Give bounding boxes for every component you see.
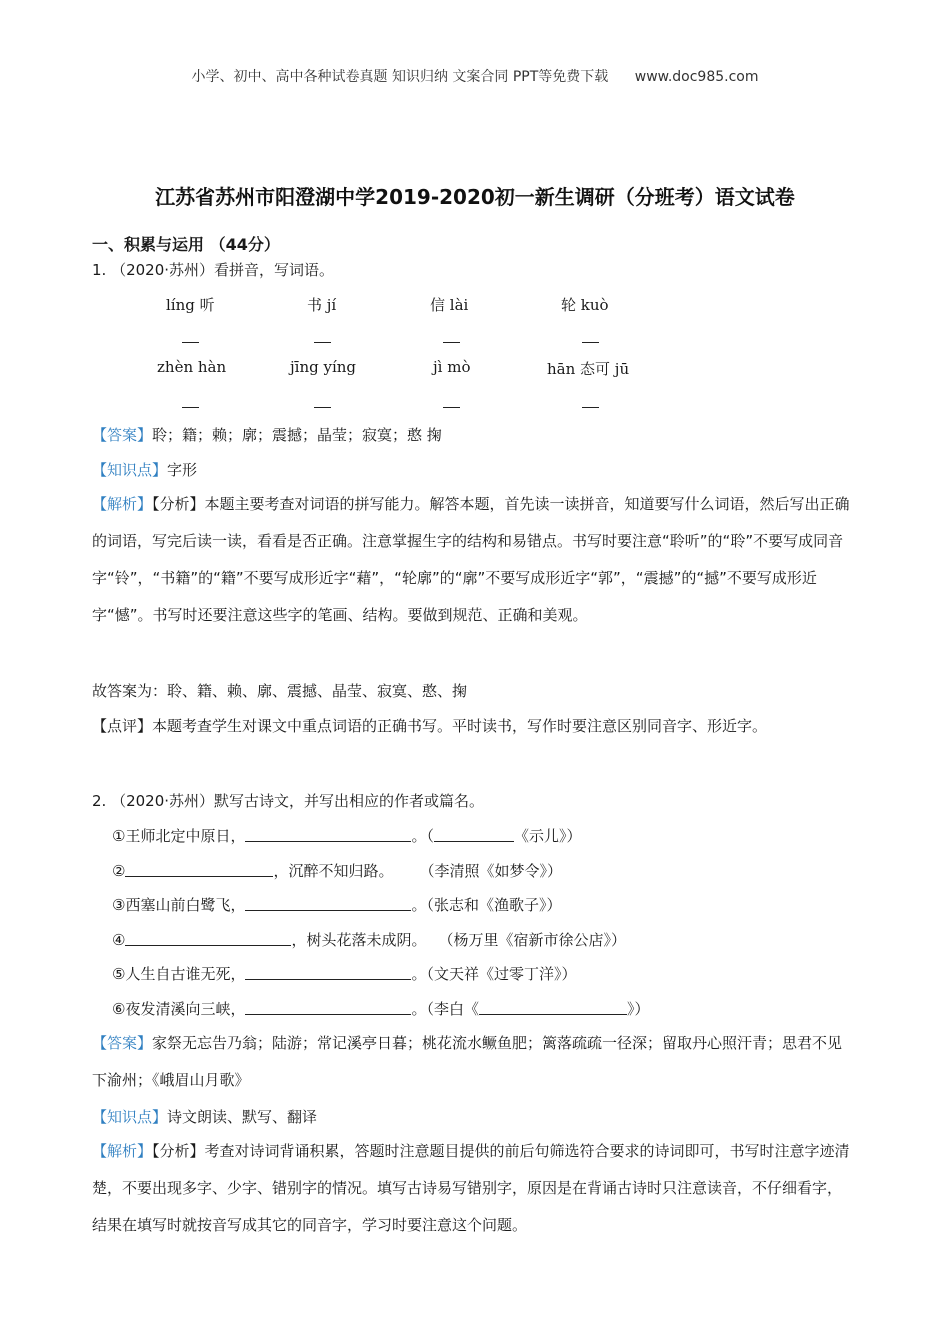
question-1-knowledge-point	[92, 459, 197, 480]
question-1-stem: 1. （2020·苏州）看拼音，写词语。	[92, 261, 335, 279]
answer-blank[interactable]	[125, 862, 273, 877]
answer-blank[interactable]	[182, 342, 199, 343]
section-heading: 一、积累与运用 （44分）	[92, 235, 280, 254]
knowledge-text: 字形	[167, 461, 198, 479]
knowledge-tag: 【知识点】	[92, 461, 168, 479]
pinyin-item: 信 lài	[430, 296, 469, 314]
pinyin-item: zhèn hàn	[157, 358, 227, 376]
question-1-answer	[92, 424, 442, 445]
answer-blank[interactable]	[582, 407, 599, 408]
pinyin-item: jīng yíng	[290, 358, 357, 376]
answer-blank[interactable]	[245, 1000, 411, 1015]
poem-line-3: ③西塞山前白鹭飞， 。（张志和《渔歌子》）	[112, 896, 562, 914]
answer-blank[interactable]	[314, 407, 331, 408]
answer-blank[interactable]	[245, 827, 411, 842]
answer-blank[interactable]	[182, 407, 199, 408]
answer-blank[interactable]	[434, 827, 514, 842]
pinyin-item: jì mò	[433, 358, 471, 376]
header-url[interactable]: www.doc985.com	[634, 69, 759, 85]
question-2-answer	[92, 1025, 852, 1099]
question-2-stem: 2. （2020·苏州）默写古诗文，并写出相应的作者或篇名。	[92, 792, 485, 810]
header-text: 小学、初中、高中各种试卷真题 知识归纳 文案合同 PPT等免费下载	[191, 69, 609, 85]
poem-line-2: ② ，沉醉不知归路。 （李清照《如梦令》）	[112, 862, 562, 880]
question-2-analysis	[92, 1133, 852, 1244]
knowledge-tag: 【知识点】	[92, 1108, 168, 1126]
answer-blank[interactable]	[245, 965, 411, 980]
poem-line-4: ④ ，树头花落未成阴。 （杨万里《宿新市徐公店》）	[112, 931, 626, 949]
poem-line-5: ⑤人生自古谁无死， 。（文天祥《过零丁洋》）	[112, 965, 577, 983]
answer-blank[interactable]	[582, 342, 599, 343]
page-header	[0, 66, 950, 86]
analysis-text: 【分析】考查对诗词背诵积累，答题时注意题目提供的前后句筛选符合要求的诗词即可，书写时注意字迹清楚，不要出现多字、少字、错别字的情况。填写古诗易写错别字，原因是在背诵古诗时只注意读音，不仔细看字，结果在填写时就按音写成其它的同音字，学习时要注意这个问题。	[92, 1142, 850, 1234]
pinyin-item: líng 听	[166, 296, 215, 314]
question-1-final-answer: 故答案为：聆、籍、赖、廓、震撼、晶莹、寂寞、憨、掬	[92, 682, 468, 700]
answer-blank[interactable]	[125, 931, 291, 946]
page-title: 江苏省苏州市阳澄湖中学2019-2020初一新生调研（分班考）语文试卷	[155, 185, 795, 209]
answer-blank[interactable]	[443, 342, 460, 343]
poem-line-1: ①王师北定中原日， 。（ 《示儿》）	[112, 827, 582, 845]
analysis-tag: 【解析】	[92, 1142, 153, 1160]
question-1-comment: 【点评】本题考查学生对课文中重点词语的正确书写。平时读书，写作时要注意区别同音字、形近字。	[92, 717, 768, 735]
knowledge-text: 诗文朗读、默写、翻译	[167, 1108, 318, 1126]
question-1-analysis	[92, 486, 852, 634]
analysis-tag: 【解析】	[92, 495, 153, 513]
question-2-knowledge-point	[92, 1106, 317, 1127]
answer-blank[interactable]	[443, 407, 460, 408]
answer-text: 家祭无忘告乃翁；陆游；常记溪亭日暮；桃花流水鳜鱼肥；篱落疏疏一径深；留取丹心照汗青；思君不见下渝州；《峨眉山月歌》	[92, 1034, 843, 1089]
answer-blank[interactable]	[314, 342, 331, 343]
answer-tag: 【答案】	[92, 1034, 153, 1052]
answer-text: 聆；籍；赖；廓；震撼；晶莹；寂寞；憨 掬	[152, 426, 442, 444]
analysis-text: 【分析】本题主要考查对词语的拼写能力。解答本题，首先读一读拼音，知道要写什么词语，然后写出正确的词语，写完后读一读，看看是否正确。注意掌握生字的结构和易错点。书写时要注意“聆听”的“聆”不要写成同音字“铃”，“书籍”的“籍”不要写成形近字“藉”，“轮廓”的“廓”不要写成形近字“郭”，“震撼”的“撼”不要写成形近字“憾”。书写时还要注意这些字的笔画、结构。要做到规范、正确和美观。	[92, 495, 850, 624]
pinyin-item: 书 jí	[307, 296, 337, 314]
answer-blank[interactable]	[479, 1000, 627, 1015]
pinyin-item: 轮 kuò	[561, 296, 609, 314]
answer-tag: 【答案】	[92, 426, 153, 444]
answer-blank[interactable]	[245, 896, 411, 911]
pinyin-item: hān 态可 jū	[547, 360, 630, 378]
poem-line-6: ⑥夜发清溪向三峡， 。（李白《 》）	[112, 1000, 650, 1018]
